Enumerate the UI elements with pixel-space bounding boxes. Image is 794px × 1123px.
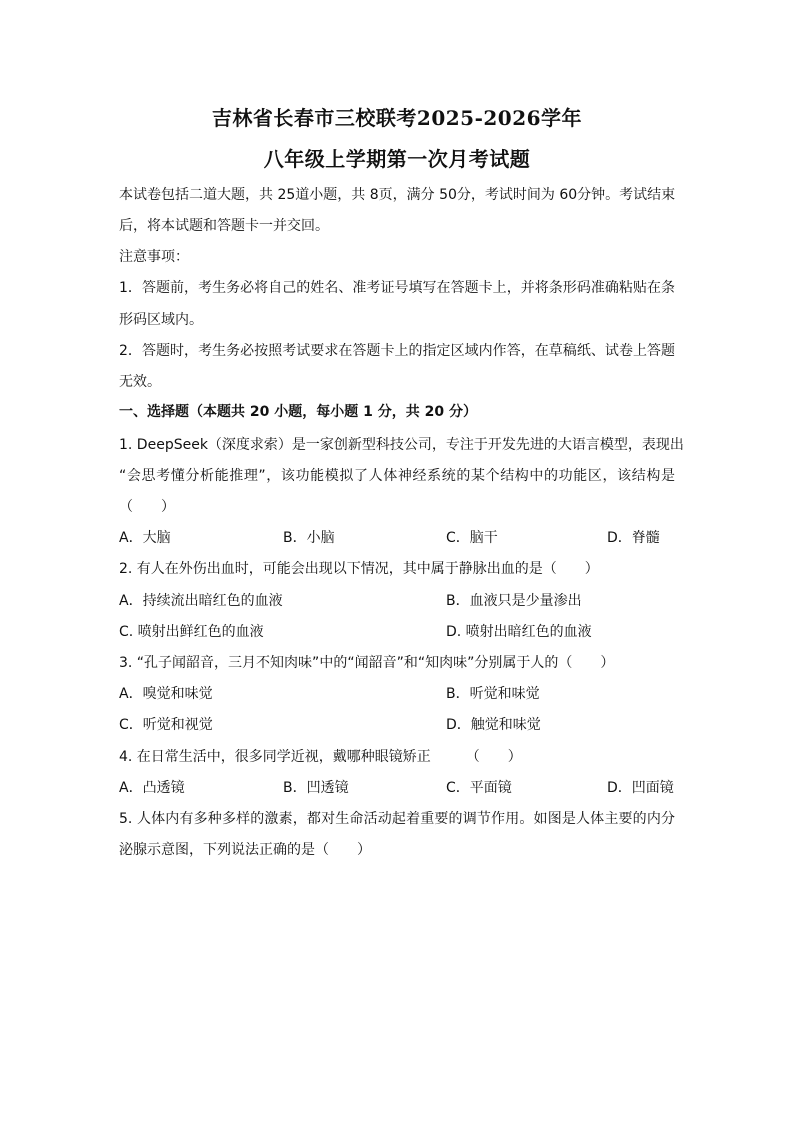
- question-text-line: 1. DeepSeek（深度求索）是一家创新型科技公司，专注于开发先进的大语言模型，表现出: [119, 437, 684, 453]
- question-text-line: 泌腺示意图，下列说法正确的是（ ）: [119, 842, 371, 858]
- answer-option: D．凹面镜: [607, 780, 674, 796]
- question-text-line: 3. “孔子闻韶音，三月不知肉味”中的“闻韶音”和“知肉味”分别属于人的（ ）: [119, 655, 615, 671]
- answer-option: C．听觉和视觉: [119, 717, 213, 733]
- answer-option: C．平面镜: [446, 780, 512, 796]
- answer-option: A．凸透镜: [119, 780, 185, 796]
- notice-item-line: 2．答题时，考生务必按照考试要求在答题卡上的指定区域内作答，在草稿纸、试卷上答题: [119, 343, 675, 359]
- exam-title-line1: 吉林省长春市三校联考2025-2026学年: [211, 106, 583, 130]
- answer-option: D．触觉和味觉: [446, 717, 541, 733]
- answer-option: C. 喷射出鲜红色的血液: [119, 624, 264, 640]
- notice-heading: 注意事项：: [119, 249, 189, 265]
- question-text-line: （ ）: [119, 499, 175, 515]
- intro-text-line: 后，将本试题和答题卡一并交回。: [119, 218, 329, 234]
- section-heading: 一、选择题（本题共 20 小题，每小题 1 分，共 20 分）: [119, 404, 477, 420]
- notice-item-line: 形码区域内。: [119, 312, 203, 328]
- answer-option: B．凹透镜: [283, 780, 349, 796]
- question-text-line: 2. 有人在外伤出血时，可能会出现以下情况，其中属于静脉出血的是（ ）: [119, 561, 599, 577]
- question-text-line: 5. 人体内有多种多样的激素，都对生命活动起着重要的调节作用。如图是人体主要的内分: [119, 811, 675, 827]
- question-text-line: “会思考懂分析能推理”，该功能模拟了人体神经系统的某个结构中的功能区，该结构是: [119, 468, 675, 484]
- intro-text-line: 本试卷包括二道大题，共 25道小题，共 8页，满分 50分，考试时间为 60分钟。考试结束: [119, 187, 676, 203]
- answer-option: A．嗅觉和味觉: [119, 686, 213, 702]
- answer-option: C．脑干: [446, 530, 498, 546]
- notice-item-line: 1．答题前，考生务必将自己的姓名、准考证号填写在答题卡上，并将条形码准确粘贴在条: [119, 280, 675, 296]
- answer-option: B．血液只是少量渗出: [446, 593, 582, 609]
- exam-title-line2: 八年级上学期第一次月考试题: [263, 147, 531, 171]
- answer-option: A．持续流出暗红色的血液: [119, 593, 283, 609]
- answer-option: A．大脑: [119, 530, 171, 546]
- answer-option: B．听觉和味觉: [446, 686, 540, 702]
- answer-option: D．脊髓: [607, 530, 660, 546]
- answer-option: B．小脑: [283, 530, 335, 546]
- notice-item-line: 无效。: [119, 374, 161, 390]
- answer-option: D. 喷射出暗红色的血液: [446, 624, 592, 640]
- question-text-line: 4. 在日常生活中，很多同学近视，戴哪种眼镜矫正 （ ）: [119, 749, 522, 765]
